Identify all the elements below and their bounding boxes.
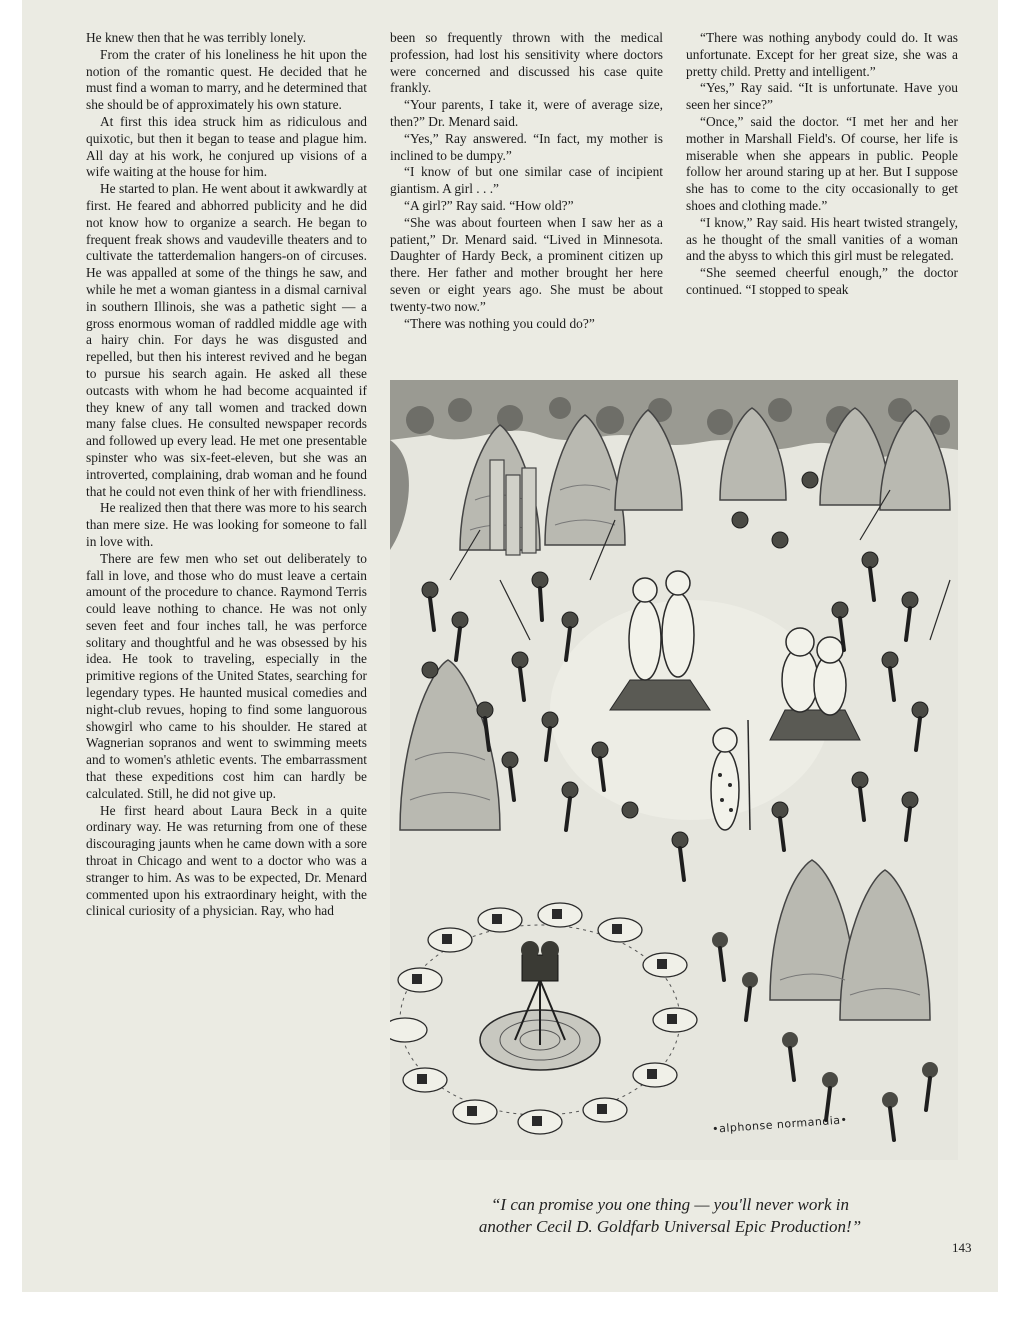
paragraph: “There was nothing you could do?” <box>404 315 595 331</box>
artist-signature: •alphonse normandia• <box>711 1113 848 1136</box>
paragraph: “There was nothing anybody could do. It was unfortunate. Except for her great size, she was a pretty child. Pretty and intelligent.” <box>686 30 958 79</box>
paragraph: He first heard about Laura Beck in a quite ordinary way. He was returning from one of these discouraging jaunts when he came down with a sore throat in Chicago and went to a doctor who was a stranger to him. As was to be expected, Dr. Menard commented upon his extraordinary height, with the clinical curiosity of a physician. Ray, who had <box>86 802 367 919</box>
paragraph: “Yes,” Ray answered. “In fact, my mother is inclined to be dumpy.” <box>390 130 663 163</box>
magazine-page <box>22 0 998 1292</box>
paragraph: “A girl?” Ray said. “How old?” <box>404 197 574 213</box>
paragraph: “Yes,” Ray said. “It is unfortunate. Have you seen her since?” <box>686 80 958 113</box>
text-column-middle <box>390 30 663 332</box>
paragraph: From the crater of his loneliness he hit upon the notion of the romantic quest. He decided that he must find a woman to marry, and he determined that she should be of approximately his own stature. <box>86 46 367 113</box>
paragraph: “Once,” said the doctor. “I met her and her mother in Marshall Field's. Of course, her life is miserable when she appears in public. People follow her around staring up at her. But I suppose she has to come to the city occasionally to get shoes and clothing made.” <box>686 113 958 213</box>
paragraph: “Your parents, I take it, were of average size, then?” Dr. Menard said. <box>390 97 663 129</box>
paragraph: He knew then that he was terribly lonely. <box>86 30 307 45</box>
page-number: 143 <box>952 1240 972 1255</box>
paragraph: “I know,” Ray said. His heart twisted strangely, as he thought of the small vanities of a woman and the abyss to which this girl must be relegated. <box>686 214 958 264</box>
cartoon-caption <box>390 1194 950 1238</box>
paragraph: “I know of but one similar case of incipient giantism. A girl . . .” <box>390 164 663 197</box>
cartoon-drawing <box>390 380 958 1160</box>
paragraph: “She was about fourteen when I saw her as a patient,” Dr. Menard said. “Lived in Minnesota. Daughter of Hardy Beck, a prominent citizen up there. Her father and mother brought her here seven or eight years ago. She must be about twenty-two now.” <box>390 214 663 314</box>
cartoon-illustration <box>390 380 958 1160</box>
caption-line-1: “I can promise you one thing — you'll never work in <box>490 1195 850 1214</box>
paragraph: “She seemed cheerful enough,” the doctor continued. “I stopped to speak <box>686 265 958 297</box>
paragraph: There are few men who set out deliberately to fall in love, and those who do must leave a certain amount of the procedure to chance. Raymond Terris could leave nothing to chance. He was not only seven feet and four inches tall, he was perforce solitary and thoughtful and he was obsessed by his idea. He took to traveling, especially in the primitive regions of the United States, searching for legendary types. He haunted musical comedies and night-club revues, hoping to find some languorous showgirl who came to his shoulder. He stared at Wagnerian sopranos and went to swimming meets and to women's athletic events. The embarrassment that these expeditions cost him can hardly be calculated. Still, he did not give up. <box>86 550 367 801</box>
paragraph: At first this idea struck him as ridiculous and quixotic, but then it began to tease and plague him. All day at his work, he conjured up visions of a wife waiting at the house for him. <box>86 113 367 180</box>
paragraph: He realized then that there was more to his search than mere size. He was looking for someone to fall in love with. <box>86 500 367 549</box>
text-column-left <box>86 30 367 920</box>
caption-line-2: another Cecil D. Goldfarb Universal Epic Production!” <box>478 1217 862 1236</box>
paragraph: been so frequently thrown with the medical profession, had lost his sensitivity where doctors were concerned and discussed his case quite frankly. <box>390 30 663 96</box>
text-column-right <box>686 30 958 299</box>
paragraph: He started to plan. He went about it awkwardly at first. He feared and abhorred publicity and he did not know how to organize a search. He began to frequent freak shows and vaudeville theaters and to cultivate the tatterdemalion hangers-on of circuses. He was appalled at some of the things he saw, and while he met a woman giantess in a dismal carnival in southern Illinois, she was a pathetic sight — a gross enormous woman of raddled middle age with a hairy chin. For days he was disgusted and repelled, but then his interest revived and he began to pursue his search again. He asked all these outcasts with whom he had become acquainted if they knew of any tall women and tracked down many false clues. He consulted newspaper records and followed up every lead. He met one presentable spinster who was six-feet-eleven, but she was an introverted, complaining, drab woman and he found that he could not even think of her with friendliness. <box>86 181 367 499</box>
